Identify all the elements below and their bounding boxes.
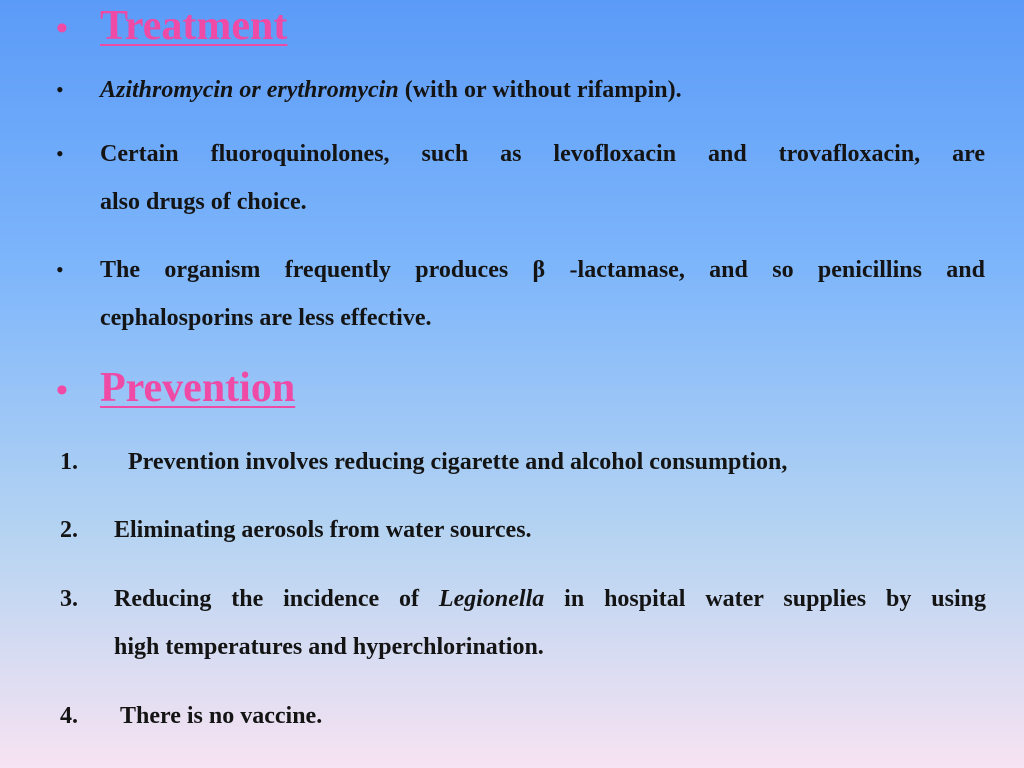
drug-note: (with or without rifampin). bbox=[398, 77, 682, 103]
text-line: also drugs of choice. bbox=[100, 189, 307, 215]
text-after: in hospital water supplies by using bbox=[544, 586, 986, 612]
treatment-bullet-1-text bbox=[100, 66, 985, 114]
organism-name: Legionella bbox=[438, 586, 545, 612]
text-line: cephalosporins are less effective. bbox=[100, 305, 432, 331]
item-text: Prevention involves reducing cigarette and alcohol consumption, bbox=[128, 449, 788, 475]
bullet-icon: • bbox=[56, 77, 64, 102]
bullet-icon: • bbox=[56, 141, 64, 166]
text-before: Reducing the incidence of bbox=[114, 586, 439, 612]
prevention-item-4 bbox=[60, 692, 980, 740]
prevention-item-2 bbox=[60, 506, 984, 554]
bullet-icon: • bbox=[56, 10, 68, 47]
item-text: There is no vaccine. bbox=[120, 703, 323, 729]
treatment-bullet-1 bbox=[56, 66, 1024, 114]
item-text bbox=[114, 575, 986, 671]
treatment-bullet-2 bbox=[56, 130, 1024, 226]
drug-names: Azithromycin or erythromycin bbox=[100, 77, 399, 103]
prevention-heading bbox=[56, 364, 295, 412]
bullet-icon: • bbox=[56, 257, 64, 282]
text-line bbox=[114, 575, 986, 623]
treatment-bullet-3 bbox=[56, 246, 1024, 342]
treatment-heading bbox=[56, 2, 287, 50]
item-number: 3. bbox=[60, 586, 78, 612]
item-text: Eliminating aerosols from water sources. bbox=[114, 517, 532, 543]
prevention-heading-text: Prevention bbox=[100, 365, 296, 411]
text-line: high temperatures and hyperchlorination. bbox=[114, 634, 544, 660]
item-number: 2. bbox=[60, 517, 78, 543]
text-line: The organism frequently produces β -lactamase, and so penicillins and bbox=[100, 257, 985, 283]
text-line: Certain fluoroquinolones, such as levofloxacin and trovafloxacin, are bbox=[100, 141, 985, 167]
prevention-item-1 bbox=[60, 438, 988, 486]
prevention-item-3 bbox=[60, 575, 986, 671]
bullet-icon: • bbox=[56, 372, 68, 409]
treatment-bullet-3-text bbox=[100, 246, 985, 342]
treatment-bullet-2-text bbox=[100, 130, 985, 226]
item-number: 4. bbox=[60, 703, 78, 729]
item-number: 1. bbox=[60, 449, 78, 475]
treatment-heading-text: Treatment bbox=[100, 3, 288, 49]
